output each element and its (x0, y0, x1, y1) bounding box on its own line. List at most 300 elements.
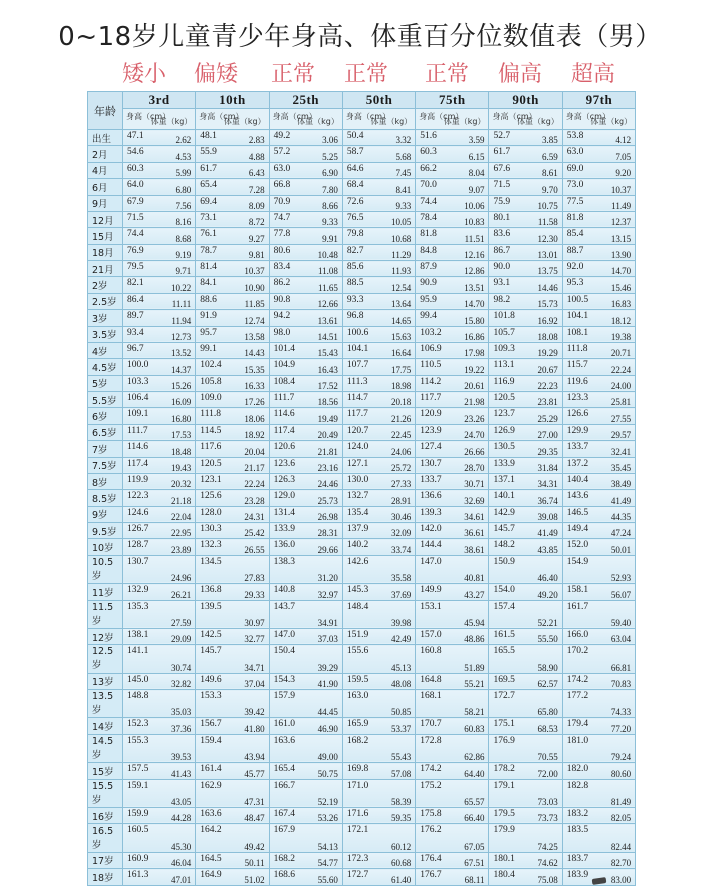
value-cell (342, 506, 415, 522)
height-value: 149.9 (420, 585, 442, 596)
weight-value: 22.04 (171, 512, 192, 522)
age-cell: 3岁 (88, 310, 123, 326)
height-value: 128.7 (127, 540, 149, 551)
weight-value: 44.28 (171, 813, 192, 824)
height-value: 181.0 (566, 735, 589, 746)
height-value: 182.0 (566, 764, 589, 775)
weight-value: 3.85 (542, 135, 558, 146)
weight-value: 11.49 (611, 200, 632, 211)
value-cell (489, 763, 562, 779)
table-row (88, 539, 636, 555)
age-cell: 7.5岁 (88, 457, 123, 473)
weight-value: 15.63 (390, 331, 412, 342)
value-cell (342, 763, 415, 779)
height-value: 125.6 (200, 491, 222, 502)
unit-header-cell (416, 109, 489, 130)
weight-value: 13.90 (610, 250, 632, 260)
weight-value: 26.21 (171, 589, 192, 600)
height-value: 161.7 (566, 601, 589, 612)
weight-value: 72.00 (537, 768, 558, 779)
height-value: 93.3 (346, 294, 364, 305)
weight-value: 50.85 (390, 707, 412, 718)
value-cell (416, 146, 489, 162)
height-value: 163.6 (200, 808, 222, 819)
height-value: 183.7 (566, 853, 589, 864)
percentile-header: 10th (196, 92, 269, 109)
weight-value: 45.77 (244, 768, 265, 779)
weight-value: 43.94 (244, 752, 265, 763)
value-cell (269, 584, 342, 600)
height-unit-label: 身高（cm） (199, 112, 244, 121)
height-value: 106.4 (127, 393, 149, 403)
value-cell (269, 734, 342, 762)
value-cell (562, 211, 635, 227)
value-cell (269, 506, 342, 522)
value-cell (196, 628, 269, 644)
value-cell (416, 326, 489, 342)
height-value: 142.0 (420, 524, 442, 534)
weight-value: 23.26 (464, 413, 485, 424)
height-value: 81.8 (420, 229, 437, 240)
height-value: 167.9 (273, 825, 295, 836)
height-value: 96.8 (346, 311, 364, 322)
height-value: 175.1 (493, 719, 515, 730)
age-cell: 4岁 (88, 342, 123, 358)
weight-value: 83.00 (610, 875, 632, 885)
value-cell (196, 490, 269, 506)
value-cell (123, 645, 196, 673)
value-cell (416, 763, 489, 779)
weight-value: 10.05 (390, 217, 412, 228)
value-cell (489, 326, 562, 342)
category-label-3: 正常 (270, 62, 315, 87)
height-value: 154.3 (273, 674, 295, 685)
weight-value: 50.01 (610, 544, 632, 555)
weight-value: 82.70 (610, 858, 632, 869)
unit-header-cell (562, 109, 635, 130)
value-cell (269, 424, 342, 440)
weight-value: 25.81 (610, 397, 632, 408)
height-value: 140.8 (273, 585, 295, 596)
weight-value: 23.28 (244, 495, 265, 506)
value-cell (562, 584, 635, 600)
value-cell (562, 807, 635, 823)
value-cell (489, 718, 562, 734)
age-cell: 12.5岁 (88, 645, 123, 673)
value-cell (196, 690, 269, 718)
value-cell (562, 408, 635, 424)
height-value: 58.7 (346, 147, 364, 158)
age-cell: 15.5岁 (88, 779, 123, 807)
height-value: 114.2 (420, 376, 442, 387)
value-cell (416, 261, 489, 277)
value-cell (123, 763, 196, 779)
weight-value: 47.24 (610, 528, 632, 539)
weight-value: 11.85 (244, 299, 265, 310)
value-cell (342, 779, 415, 807)
weight-value: 29.35 (537, 446, 558, 457)
value-cell (562, 392, 635, 408)
height-value: 147.0 (420, 556, 442, 567)
weight-value: 37.69 (390, 589, 412, 600)
weight-value: 54.13 (317, 841, 338, 852)
height-value: 157.5 (127, 764, 149, 775)
age-cell: 8岁 (88, 473, 123, 489)
height-value: 51.6 (420, 131, 437, 141)
value-cell (416, 211, 489, 227)
value-cell (269, 673, 342, 689)
table-row (88, 523, 636, 539)
weight-value: 19.29 (537, 348, 558, 359)
weight-value: 13.61 (317, 315, 338, 326)
weight-value: 22.45 (390, 430, 412, 441)
weight-value: 19.43 (171, 462, 192, 473)
weight-value: 21.98 (464, 397, 485, 408)
age-cell: 5岁 (88, 375, 123, 391)
height-value: 153.1 (420, 601, 442, 612)
weight-value: 58.90 (537, 662, 558, 673)
weight-value: 49.42 (244, 841, 265, 852)
weight-value: 13.01 (537, 250, 558, 260)
height-value: 152.0 (566, 540, 589, 551)
weight-value: 10.83 (464, 217, 485, 228)
value-cell (196, 277, 269, 293)
value-cell (342, 584, 415, 600)
weight-value: 17.53 (171, 430, 192, 441)
weight-value: 73.03 (537, 796, 558, 807)
height-value: 107.7 (346, 360, 369, 371)
height-value: 111.8 (566, 343, 588, 354)
weight-value: 62.57 (537, 679, 558, 690)
height-value: 70.9 (273, 196, 291, 207)
value-cell (416, 375, 489, 391)
weight-value: 18.92 (244, 430, 265, 441)
height-value: 75.9 (493, 196, 511, 207)
weight-value: 49.20 (537, 589, 558, 600)
weight-value: 47.01 (171, 875, 192, 885)
height-value: 119.9 (127, 474, 149, 485)
weight-value: 19.22 (464, 364, 485, 375)
value-cell (416, 228, 489, 244)
value-cell (416, 162, 489, 178)
height-value: 82.1 (127, 278, 144, 289)
age-cell: 10.5岁 (88, 555, 123, 583)
table-row (88, 244, 636, 260)
value-cell (269, 539, 342, 555)
height-value: 90.9 (420, 278, 437, 289)
height-value: 104.1 (346, 343, 369, 354)
weight-value: 70.83 (610, 679, 632, 690)
value-cell (342, 342, 415, 358)
height-value: 149.6 (200, 674, 222, 685)
value-cell (416, 424, 489, 440)
height-value: 162.9 (200, 780, 222, 791)
weight-value: 55.43 (390, 752, 412, 763)
percentile-header: 25th (269, 92, 342, 109)
value-cell (489, 555, 562, 583)
height-value: 114.7 (346, 393, 368, 403)
height-value: 133.7 (420, 474, 442, 485)
value-cell (342, 228, 415, 244)
height-value: 81.4 (200, 262, 217, 272)
unit-header-cell (269, 109, 342, 130)
weight-value: 20.49 (317, 430, 338, 441)
height-value: 180.4 (493, 870, 515, 881)
weight-value: 81.49 (610, 796, 632, 807)
weight-value: 70.55 (537, 752, 558, 763)
weight-value: 22.23 (537, 381, 558, 391)
table-row (88, 326, 636, 342)
weight-value: 10.90 (244, 282, 265, 293)
value-cell (416, 807, 489, 823)
weight-value: 59.35 (390, 813, 412, 824)
weight-value: 14.43 (244, 348, 265, 359)
weight-value: 19.49 (317, 413, 338, 424)
age-cell: 12月 (88, 211, 123, 227)
value-cell (562, 490, 635, 506)
height-value: 165.5 (493, 646, 515, 657)
table-row (88, 506, 636, 522)
weight-value: 10.68 (390, 233, 412, 244)
weight-value: 28.70 (464, 462, 485, 473)
height-value: 149.4 (566, 524, 589, 534)
weight-value: 30.97 (244, 617, 265, 628)
weight-value: 48.47 (244, 813, 265, 824)
weight-value: 13.58 (244, 331, 265, 342)
category-label-2: 偏矮 (193, 62, 238, 87)
value-cell (269, 310, 342, 326)
value-cell (416, 584, 489, 600)
weight-value: 24.31 (244, 512, 265, 522)
height-value: 163.0 (346, 691, 369, 702)
height-value: 117.7 (346, 409, 368, 420)
age-cell: 7岁 (88, 441, 123, 457)
height-value: 183.2 (566, 808, 589, 819)
height-value: 176.7 (420, 870, 442, 881)
height-value: 115.7 (566, 360, 588, 371)
weight-value: 29.66 (317, 544, 338, 555)
height-value: 66.8 (273, 180, 291, 191)
value-cell (269, 195, 342, 211)
table-row (88, 779, 636, 807)
height-value: 55.9 (200, 147, 217, 158)
value-cell (562, 424, 635, 440)
value-cell (123, 228, 196, 244)
weight-value: 35.58 (390, 573, 412, 584)
value-cell (342, 441, 415, 457)
value-cell (269, 763, 342, 779)
table-row (88, 359, 636, 375)
value-cell (489, 473, 562, 489)
height-value: 150.4 (273, 646, 295, 657)
value-cell (269, 457, 342, 473)
weight-value: 22.24 (244, 479, 265, 490)
weight-value: 30.74 (171, 662, 192, 673)
height-value: 95.7 (200, 327, 217, 338)
height-value: 179.9 (493, 825, 515, 836)
height-value: 70.0 (420, 180, 437, 191)
height-value: 182.8 (566, 780, 589, 791)
value-cell (489, 162, 562, 178)
weight-value: 41.43 (171, 768, 192, 779)
height-value: 178.2 (493, 764, 515, 775)
weight-value: 8.04 (468, 168, 485, 179)
height-value: 72.6 (346, 196, 364, 207)
weight-value: 52.21 (537, 617, 558, 628)
value-cell (123, 293, 196, 309)
table-body (88, 130, 636, 886)
height-value: 139.3 (420, 507, 442, 518)
weight-unit-label: 体重（kg） (370, 117, 413, 126)
value-cell (123, 179, 196, 195)
weight-value: 22.24 (610, 364, 632, 375)
weight-value: 28.31 (317, 528, 338, 539)
percentile-table (87, 91, 636, 886)
weight-value: 74.33 (610, 707, 632, 718)
value-cell (342, 130, 415, 146)
height-value: 67.9 (127, 196, 144, 207)
weight-value: 14.37 (171, 364, 192, 375)
weight-value: 24.70 (464, 430, 485, 441)
weight-value: 50.11 (244, 858, 265, 869)
value-cell (269, 824, 342, 852)
value-cell (342, 310, 415, 326)
value-cell (269, 146, 342, 162)
weight-value: 29.09 (171, 634, 192, 645)
value-cell (196, 228, 269, 244)
weight-value: 64.40 (464, 768, 485, 779)
value-cell (196, 162, 269, 178)
category-labels (108, 60, 708, 90)
height-value: 164.9 (200, 870, 222, 881)
value-cell (196, 779, 269, 807)
value-cell (342, 807, 415, 823)
value-cell (489, 310, 562, 326)
value-cell (416, 473, 489, 489)
value-cell (489, 539, 562, 555)
weight-value: 20.61 (464, 381, 485, 391)
weight-unit-label: 体重（kg） (443, 117, 486, 126)
weight-value: 32.69 (464, 495, 485, 506)
weight-value: 20.32 (171, 479, 192, 490)
weight-value: 53.37 (390, 723, 412, 734)
height-value: 129.0 (273, 491, 295, 502)
weight-value: 9.91 (322, 233, 338, 244)
table-row (88, 869, 636, 886)
height-value: 108.4 (273, 376, 295, 387)
weight-value: 46.04 (171, 858, 192, 869)
table-row (88, 555, 636, 583)
weight-value: 37.36 (171, 723, 192, 734)
value-cell (342, 359, 415, 375)
height-value: 102.4 (200, 360, 222, 371)
weight-value: 35.03 (171, 707, 192, 718)
height-value: 169.8 (346, 764, 369, 775)
weight-value: 34.61 (464, 512, 485, 522)
weight-value: 51.02 (244, 875, 265, 885)
table-row (88, 293, 636, 309)
height-value: 49.2 (273, 131, 291, 141)
weight-value: 18.06 (244, 413, 265, 424)
value-cell (416, 130, 489, 146)
weight-value: 25.42 (244, 528, 265, 539)
height-value: 94.2 (273, 311, 291, 322)
height-value: 100.5 (566, 294, 589, 305)
height-value: 127.1 (346, 458, 369, 469)
height-value: 126.3 (273, 474, 295, 485)
value-cell (489, 408, 562, 424)
height-value: 168.2 (346, 735, 369, 746)
unit-header-cell (123, 109, 196, 130)
height-value: 183.9 (566, 870, 589, 881)
table-row (88, 228, 636, 244)
height-value: 159.4 (200, 735, 222, 746)
value-cell (196, 763, 269, 779)
height-value: 103.2 (420, 327, 442, 338)
category-label-5: 正常 (424, 62, 469, 87)
value-cell (123, 277, 196, 293)
weight-value: 42.49 (390, 634, 412, 645)
weight-value: 14.70 (464, 299, 485, 310)
height-value: 144.4 (420, 540, 442, 551)
age-cell: 14岁 (88, 718, 123, 734)
table-row (88, 645, 636, 673)
value-cell (562, 130, 635, 146)
value-cell (489, 228, 562, 244)
weight-value: 66.40 (464, 813, 485, 824)
height-unit-label: 身高（cm） (565, 112, 610, 121)
weight-value: 11.94 (171, 315, 192, 326)
height-value: 148.8 (127, 691, 149, 702)
weight-value: 6.59 (542, 151, 558, 162)
height-value: 77.8 (273, 229, 291, 240)
value-cell (562, 645, 635, 673)
height-value: 164.5 (200, 853, 222, 864)
value-cell (416, 490, 489, 506)
value-cell (342, 261, 415, 277)
value-cell (489, 179, 562, 195)
table-row (88, 375, 636, 391)
value-cell (196, 261, 269, 277)
height-value: 172.8 (420, 735, 442, 746)
height-value: 74.4 (420, 196, 437, 207)
value-cell (269, 261, 342, 277)
weight-value: 34.91 (317, 617, 338, 628)
value-cell (489, 211, 562, 227)
height-value: 50.4 (346, 131, 364, 141)
height-value: 148.4 (346, 601, 369, 612)
weight-value: 52.93 (610, 573, 632, 584)
value-cell (196, 310, 269, 326)
height-value: 111.8 (200, 409, 221, 420)
weight-value: 18.56 (317, 397, 338, 408)
value-cell (123, 375, 196, 391)
value-cell (196, 506, 269, 522)
value-cell (562, 342, 635, 358)
table-row (88, 473, 636, 489)
weight-value: 15.43 (317, 348, 338, 359)
height-value: 157.4 (493, 601, 515, 612)
height-value: 143.7 (273, 601, 295, 612)
height-value: 135.3 (127, 601, 149, 612)
weight-value: 8.41 (395, 184, 412, 195)
height-value: 54.6 (127, 147, 144, 158)
value-cell (416, 628, 489, 644)
height-value: 98.2 (493, 294, 511, 305)
height-value: 172.7 (493, 691, 515, 702)
weight-value: 38.61 (464, 544, 485, 555)
weight-value: 55.21 (464, 679, 485, 690)
